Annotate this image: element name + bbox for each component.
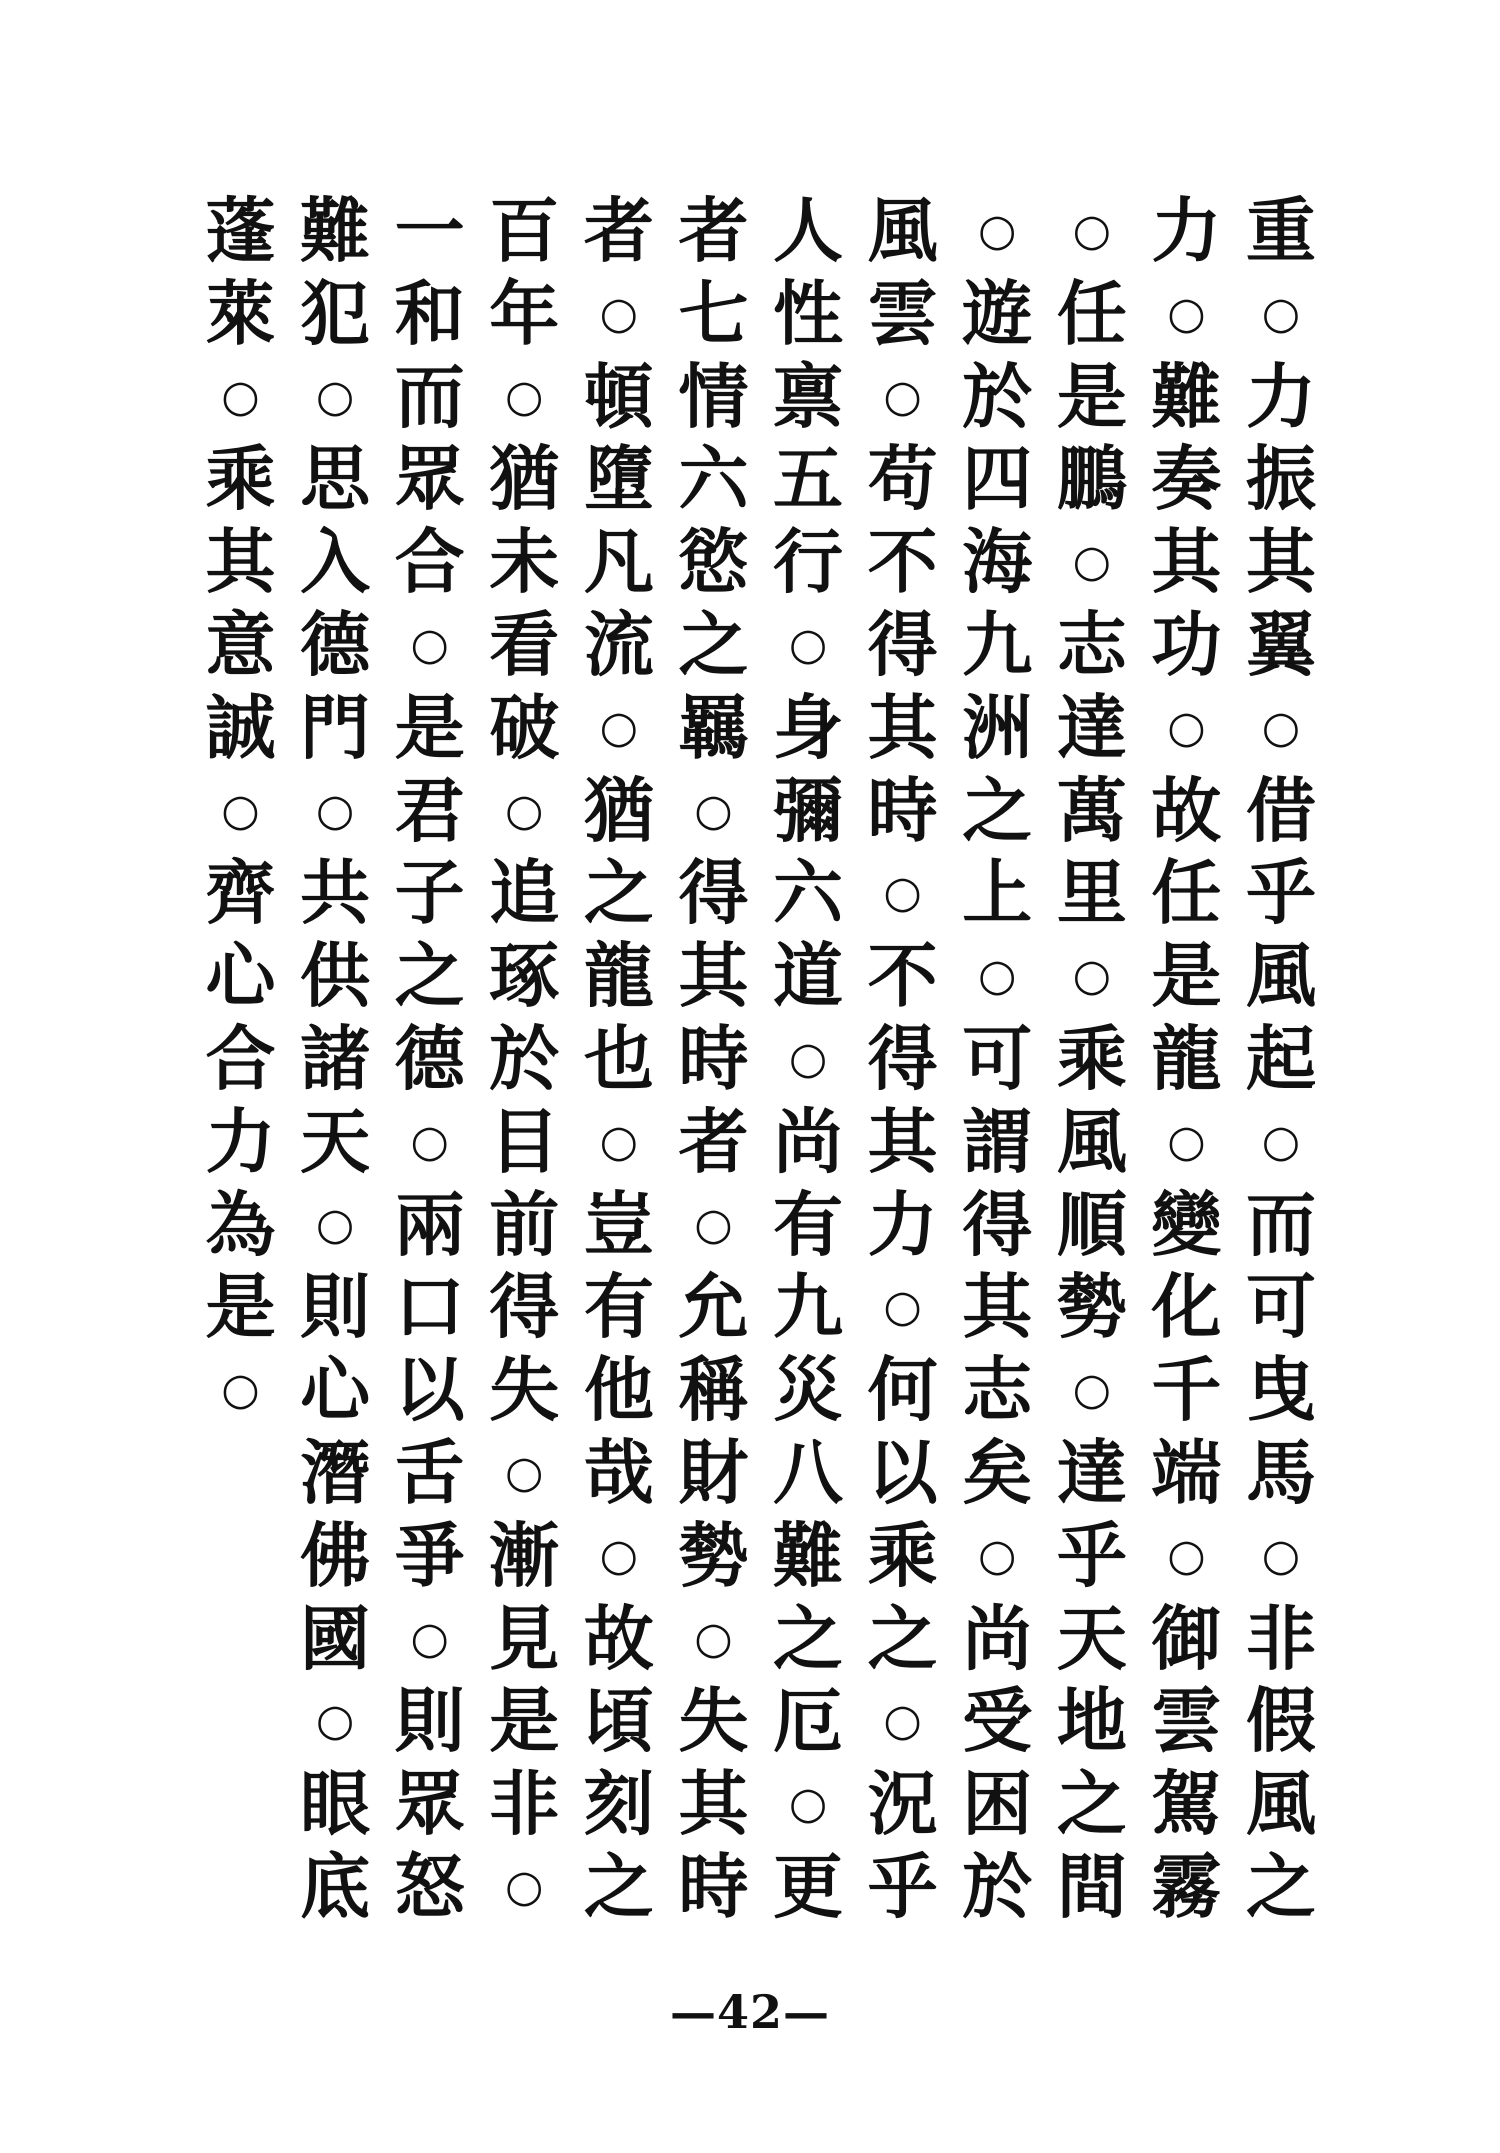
character: 乎 bbox=[1056, 1513, 1127, 1597]
character: 者 bbox=[678, 1099, 749, 1183]
character: 供 bbox=[300, 934, 371, 1018]
character: 雲 bbox=[1151, 1679, 1222, 1763]
character: 重 bbox=[1246, 189, 1316, 272]
character: 潛 bbox=[300, 1430, 371, 1514]
character: 豈 bbox=[583, 1182, 654, 1266]
character: 有 bbox=[773, 1182, 844, 1266]
character: 合 bbox=[394, 520, 465, 604]
character: 尚 bbox=[773, 1099, 844, 1183]
character: 思 bbox=[300, 437, 371, 521]
character: 於 bbox=[962, 1844, 1033, 1928]
character: 達 bbox=[1056, 1430, 1127, 1514]
character: 犯 bbox=[300, 271, 371, 355]
character: 情 bbox=[678, 354, 749, 438]
character: 者 bbox=[583, 189, 654, 272]
character: 之 bbox=[962, 768, 1033, 852]
character: 振 bbox=[1246, 437, 1316, 521]
text-column bbox=[1142, 190, 1230, 1950]
punctuation-mark: ○ bbox=[1261, 1115, 1301, 1167]
character: 和 bbox=[394, 271, 465, 355]
character: 功 bbox=[1151, 602, 1222, 686]
punctuation-mark: ○ bbox=[315, 1695, 355, 1747]
punctuation-mark: ○ bbox=[315, 1198, 355, 1250]
character: 行 bbox=[773, 520, 844, 604]
character: 乘 bbox=[1056, 1016, 1127, 1100]
character: 未 bbox=[489, 520, 560, 604]
character: 力 bbox=[1246, 354, 1316, 438]
character: 四 bbox=[962, 437, 1033, 521]
character: 何 bbox=[867, 1348, 938, 1432]
character: 誠 bbox=[205, 685, 276, 769]
character: 德 bbox=[394, 1016, 465, 1100]
character: 為 bbox=[205, 1182, 276, 1266]
character: 性 bbox=[773, 271, 844, 355]
punctuation-mark: ○ bbox=[505, 370, 544, 422]
character: 力 bbox=[867, 1182, 938, 1266]
character: 之 bbox=[1056, 1762, 1127, 1846]
text-column bbox=[1048, 190, 1136, 1950]
text-column bbox=[859, 190, 947, 1950]
character: 志 bbox=[962, 1348, 1033, 1432]
character: 而 bbox=[394, 354, 465, 438]
character: 百 bbox=[489, 189, 560, 272]
vertical-text-block bbox=[196, 190, 1325, 1950]
punctuation-mark: ○ bbox=[315, 784, 355, 836]
character: 難 bbox=[1151, 354, 1222, 438]
character: 門 bbox=[300, 685, 371, 769]
character: 任 bbox=[1056, 271, 1127, 355]
punctuation-mark: ○ bbox=[1167, 287, 1206, 339]
character: 凡 bbox=[583, 520, 654, 604]
character: 非 bbox=[1246, 1596, 1316, 1680]
character: 風 bbox=[1056, 1099, 1127, 1183]
character: 得 bbox=[867, 1016, 938, 1100]
character: 見 bbox=[489, 1596, 560, 1680]
text-column bbox=[196, 190, 284, 1950]
character: 合 bbox=[205, 1016, 276, 1100]
character: 是 bbox=[1056, 354, 1127, 438]
punctuation-mark: ○ bbox=[1167, 1115, 1206, 1167]
character: 難 bbox=[300, 189, 371, 272]
character: 五 bbox=[773, 437, 844, 521]
character: 非 bbox=[489, 1762, 560, 1846]
character: 洲 bbox=[962, 685, 1033, 769]
character: 志 bbox=[1056, 602, 1127, 686]
text-column bbox=[669, 190, 757, 1950]
character: 地 bbox=[1056, 1679, 1127, 1763]
character: 萬 bbox=[1056, 768, 1127, 852]
character: 更 bbox=[773, 1844, 844, 1928]
character: 其 bbox=[1246, 520, 1316, 604]
character: 乘 bbox=[867, 1513, 938, 1597]
character: 達 bbox=[1056, 685, 1127, 769]
character: 霧 bbox=[1151, 1844, 1222, 1928]
character: 厄 bbox=[773, 1679, 844, 1763]
character: 口 bbox=[394, 1265, 465, 1349]
character: 共 bbox=[300, 851, 371, 935]
punctuation-mark: ○ bbox=[788, 618, 828, 670]
character: 得 bbox=[962, 1182, 1033, 1266]
character: 龍 bbox=[1151, 1016, 1222, 1100]
character: 琢 bbox=[489, 934, 560, 1018]
character: 一 bbox=[394, 189, 465, 272]
punctuation-mark: ○ bbox=[410, 1115, 449, 1167]
character: 人 bbox=[773, 189, 844, 272]
character: 則 bbox=[394, 1679, 465, 1763]
character: 爭 bbox=[394, 1513, 465, 1597]
punctuation-mark: ○ bbox=[1261, 1529, 1301, 1581]
character: 財 bbox=[678, 1430, 749, 1514]
character: 是 bbox=[489, 1679, 560, 1763]
character: 謂 bbox=[962, 1099, 1033, 1183]
character: 失 bbox=[489, 1348, 560, 1432]
character: 其 bbox=[867, 1099, 938, 1183]
character: 頓 bbox=[583, 354, 654, 438]
character: 可 bbox=[962, 1016, 1033, 1100]
character: 君 bbox=[394, 768, 465, 852]
text-column bbox=[1237, 190, 1325, 1950]
character: 鵬 bbox=[1056, 437, 1127, 521]
punctuation-mark: ○ bbox=[599, 287, 639, 339]
character: 則 bbox=[300, 1265, 371, 1349]
punctuation-mark: ○ bbox=[788, 1778, 828, 1830]
character: 八 bbox=[773, 1430, 844, 1514]
character: 羈 bbox=[678, 685, 749, 769]
character: 得 bbox=[867, 602, 938, 686]
character: 可 bbox=[1246, 1265, 1316, 1349]
punctuation-mark: ○ bbox=[505, 1860, 544, 1912]
punctuation-mark: ○ bbox=[221, 370, 260, 422]
character: 乎 bbox=[1246, 851, 1316, 935]
character: 眼 bbox=[300, 1762, 371, 1846]
character: 乘 bbox=[205, 437, 276, 521]
character: 馬 bbox=[1246, 1430, 1316, 1514]
punctuation-mark: ○ bbox=[694, 784, 733, 836]
character: 諸 bbox=[300, 1016, 371, 1100]
character: 是 bbox=[1151, 934, 1222, 1018]
character: 之 bbox=[1246, 1844, 1316, 1928]
character: 眾 bbox=[394, 1762, 465, 1846]
punctuation-mark: ○ bbox=[694, 1612, 733, 1664]
character: 眾 bbox=[394, 437, 465, 521]
punctuation-mark: ○ bbox=[1072, 1364, 1112, 1416]
punctuation-mark: ○ bbox=[221, 784, 260, 836]
text-column bbox=[386, 190, 474, 1950]
character: 齊 bbox=[205, 851, 276, 935]
punctuation-mark: ○ bbox=[978, 1529, 1017, 1581]
character: 順 bbox=[1056, 1182, 1127, 1266]
character: 風 bbox=[1246, 1762, 1316, 1846]
character: 猶 bbox=[583, 768, 654, 852]
character: 九 bbox=[773, 1265, 844, 1349]
character: 蓬 bbox=[205, 189, 276, 272]
character: 目 bbox=[489, 1099, 560, 1183]
character: 力 bbox=[205, 1099, 276, 1183]
character: 以 bbox=[394, 1348, 465, 1432]
character: 道 bbox=[773, 934, 844, 1018]
character: 佛 bbox=[300, 1513, 371, 1597]
character: 借 bbox=[1246, 768, 1316, 852]
character: 猶 bbox=[489, 437, 560, 521]
character: 其 bbox=[678, 934, 749, 1018]
punctuation-mark: ○ bbox=[978, 950, 1017, 1002]
character: 其 bbox=[678, 1762, 749, 1846]
text-column bbox=[575, 190, 663, 1950]
character: 里 bbox=[1056, 851, 1127, 935]
punctuation-mark: ○ bbox=[599, 701, 639, 753]
character: 海 bbox=[962, 520, 1033, 604]
text-column bbox=[764, 190, 852, 1950]
punctuation-mark: ○ bbox=[978, 205, 1017, 256]
character: 困 bbox=[962, 1762, 1033, 1846]
character: 者 bbox=[678, 189, 749, 272]
character: 時 bbox=[678, 1844, 749, 1928]
punctuation-mark: ○ bbox=[788, 1032, 828, 1084]
punctuation-mark: ○ bbox=[883, 1281, 922, 1333]
character: 是 bbox=[394, 685, 465, 769]
character: 哉 bbox=[583, 1430, 654, 1514]
punctuation-mark: ○ bbox=[694, 1198, 733, 1250]
punctuation-mark: ○ bbox=[883, 370, 922, 422]
punctuation-mark: ○ bbox=[599, 1115, 639, 1167]
character: 勢 bbox=[678, 1513, 749, 1597]
character: 得 bbox=[489, 1265, 560, 1349]
character: 兩 bbox=[394, 1182, 465, 1266]
punctuation-mark: ○ bbox=[1167, 701, 1206, 753]
character: 間 bbox=[1056, 1844, 1127, 1928]
character: 九 bbox=[962, 602, 1033, 686]
punctuation-mark: ○ bbox=[221, 1364, 260, 1416]
character: 端 bbox=[1151, 1430, 1222, 1514]
character: 漸 bbox=[489, 1513, 560, 1597]
character: 六 bbox=[678, 437, 749, 521]
page-number: —42— bbox=[669, 1985, 830, 2039]
character: 意 bbox=[205, 602, 276, 686]
character: 墮 bbox=[583, 437, 654, 521]
character: 他 bbox=[583, 1348, 654, 1432]
character: 之 bbox=[583, 1844, 654, 1928]
character: 乎 bbox=[867, 1844, 938, 1928]
character: 天 bbox=[1056, 1596, 1127, 1680]
character: 身 bbox=[773, 685, 844, 769]
text-column bbox=[291, 190, 379, 1950]
character: 流 bbox=[583, 602, 654, 686]
punctuation-mark: ○ bbox=[1072, 205, 1112, 256]
character: 七 bbox=[678, 271, 749, 355]
character: 於 bbox=[962, 354, 1033, 438]
punctuation-mark: ○ bbox=[410, 618, 449, 670]
character: 矣 bbox=[962, 1430, 1033, 1514]
character: 風 bbox=[867, 189, 938, 272]
character: 德 bbox=[300, 602, 371, 686]
character: 以 bbox=[867, 1430, 938, 1514]
character: 故 bbox=[1151, 768, 1222, 852]
character: 看 bbox=[489, 602, 560, 686]
character: 不 bbox=[867, 520, 938, 604]
character: 任 bbox=[1151, 851, 1222, 935]
punctuation-mark: ○ bbox=[599, 1529, 639, 1581]
character: 慾 bbox=[678, 520, 749, 604]
punctuation-mark: ○ bbox=[1167, 1529, 1206, 1581]
character: 翼 bbox=[1246, 602, 1316, 686]
character: 其 bbox=[962, 1265, 1033, 1349]
character: 天 bbox=[300, 1099, 371, 1183]
punctuation-mark: ○ bbox=[505, 784, 544, 836]
text-column bbox=[480, 190, 568, 1950]
character: 不 bbox=[867, 934, 938, 1018]
character: 而 bbox=[1246, 1182, 1316, 1266]
character: 奏 bbox=[1151, 437, 1222, 521]
character: 御 bbox=[1151, 1596, 1222, 1680]
punctuation-mark: ○ bbox=[315, 370, 355, 422]
character: 千 bbox=[1151, 1348, 1222, 1432]
character: 允 bbox=[678, 1265, 749, 1349]
character: 頃 bbox=[583, 1679, 654, 1763]
character: 駕 bbox=[1151, 1762, 1222, 1846]
punctuation-mark: ○ bbox=[883, 1695, 922, 1747]
character: 故 bbox=[583, 1596, 654, 1680]
character: 心 bbox=[205, 934, 276, 1018]
character: 之 bbox=[867, 1596, 938, 1680]
character: 追 bbox=[489, 851, 560, 935]
character: 子 bbox=[394, 851, 465, 935]
punctuation-mark: ○ bbox=[410, 1612, 449, 1664]
character: 遊 bbox=[962, 271, 1033, 355]
character: 入 bbox=[300, 520, 371, 604]
character: 破 bbox=[489, 685, 560, 769]
character: 其 bbox=[205, 520, 276, 604]
text-column bbox=[953, 190, 1041, 1950]
character: 上 bbox=[962, 851, 1033, 935]
character: 萊 bbox=[205, 271, 276, 355]
character: 起 bbox=[1246, 1016, 1316, 1100]
character: 變 bbox=[1151, 1182, 1222, 1266]
character: 勢 bbox=[1056, 1265, 1127, 1349]
character: 龍 bbox=[583, 934, 654, 1018]
character: 時 bbox=[678, 1016, 749, 1100]
character: 怒 bbox=[394, 1844, 465, 1928]
character: 舌 bbox=[394, 1430, 465, 1514]
character: 其 bbox=[1151, 520, 1222, 604]
character: 稱 bbox=[678, 1348, 749, 1432]
character: 禀 bbox=[773, 354, 844, 438]
character: 於 bbox=[489, 1016, 560, 1100]
character: 之 bbox=[678, 602, 749, 686]
character: 力 bbox=[1151, 189, 1222, 272]
character: 也 bbox=[583, 1016, 654, 1100]
character: 尚 bbox=[962, 1596, 1033, 1680]
character: 假 bbox=[1246, 1679, 1316, 1763]
character: 時 bbox=[867, 768, 938, 852]
character: 前 bbox=[489, 1182, 560, 1266]
character: 之 bbox=[773, 1596, 844, 1680]
character: 底 bbox=[300, 1844, 371, 1928]
character: 其 bbox=[867, 685, 938, 769]
character: 況 bbox=[867, 1762, 938, 1846]
character: 之 bbox=[394, 934, 465, 1018]
character: 得 bbox=[678, 851, 749, 935]
punctuation-mark: ○ bbox=[883, 867, 922, 919]
character: 受 bbox=[962, 1679, 1033, 1763]
character: 苟 bbox=[867, 437, 938, 521]
character: 化 bbox=[1151, 1265, 1222, 1349]
character: 六 bbox=[773, 851, 844, 935]
punctuation-mark: ○ bbox=[1261, 287, 1301, 339]
character: 刻 bbox=[583, 1762, 654, 1846]
character: 心 bbox=[300, 1348, 371, 1432]
punctuation-mark: ○ bbox=[1072, 950, 1112, 1002]
punctuation-mark: ○ bbox=[1261, 701, 1301, 753]
character: 風 bbox=[1246, 934, 1316, 1018]
character: 彌 bbox=[773, 768, 844, 852]
character: 難 bbox=[773, 1513, 844, 1597]
character: 曳 bbox=[1246, 1348, 1316, 1432]
character: 災 bbox=[773, 1348, 844, 1432]
character: 之 bbox=[583, 851, 654, 935]
character: 有 bbox=[583, 1265, 654, 1349]
character: 是 bbox=[205, 1265, 276, 1349]
character: 雲 bbox=[867, 271, 938, 355]
character: 失 bbox=[678, 1679, 749, 1763]
character: 國 bbox=[300, 1596, 371, 1680]
punctuation-mark: ○ bbox=[1072, 536, 1112, 588]
character: 年 bbox=[489, 271, 560, 355]
punctuation-mark: ○ bbox=[505, 1446, 544, 1498]
